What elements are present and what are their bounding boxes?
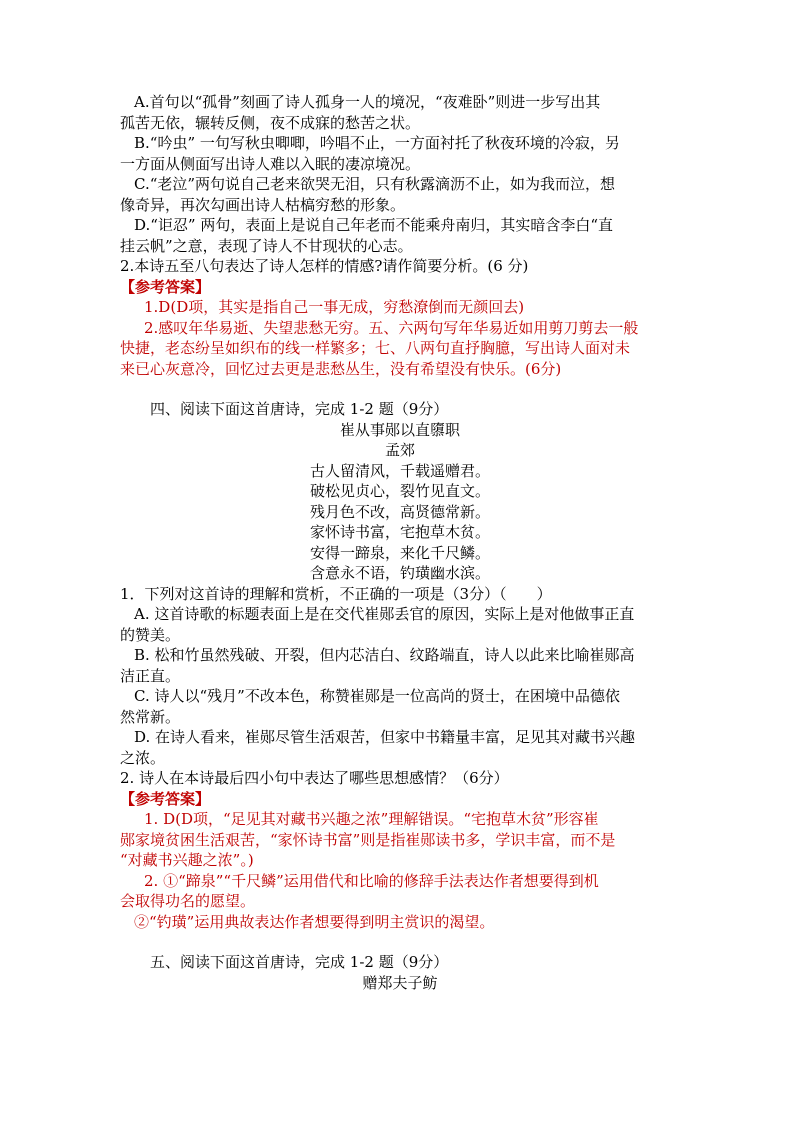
part4-answer-label: 【参考答案】 [120,789,211,808]
poem-line: 古人留清风，千载遥赠君。 [309,461,490,480]
part4-answer-1-line2: 郧家境贫困生活艰苦，“家怀诗书富”则是指崔郧读书多，学识丰富，而不是 [120,830,616,849]
part3-option-a-line2: 孤苦无依，辗转反侧，夜不成寐的愁苦之状。 [120,113,421,132]
part3-option-c-line2: 像奇异，再次勾画出诗人枯槁穷愁的形象。 [120,195,406,214]
part4-poem-title: 崔从事郧以直隳职 [339,420,460,439]
part3-answer-label: 【参考答案】 [120,277,211,296]
part4-answer-1-line3: “对藏书兴趣之浓”。) [120,851,254,869]
part4-option-b-line2: 洁正直。 [120,666,181,685]
part4-question-1: 1．下列对这首诗的理解和赏析，不正确的一项是（3分）（ ） [120,584,552,603]
part4-question-2: 2. 诗人在本诗最后四小句中表达了哪些思想感情？（6分） [120,769,509,787]
part3-option-d-line1: D.“讵忍” 两句，表面上是说自己年老而不能乘舟南归，其实暗含李白“直 [134,216,614,234]
section-spacer [120,379,680,399]
part3-question-2: 2.本诗五至八句表达了诗人怎样的情感?请作简要分析。(6 分) [120,257,529,275]
part4-option-c-line2: 然常新。 [120,707,181,726]
part4-option-d-line1: D. 在诗人看来，崔郧尽管生活艰苦，但家中书籍量丰富，足见其对藏书兴趣 [134,728,636,746]
part4-poem-author: 孟郊 [384,441,415,459]
part4-option-b-line1: B. 松和竹虽然残破、开裂，但内芯洁白、纹路端直，诗人以此来比喻崔郧高 [134,646,635,664]
poem-line: 家怀诗书富，宅抱草木贫。 [309,523,490,541]
section-spacer [120,932,680,952]
part3-answer-2-line3: 来已心灰意冷，回忆过去更是悲愁丛生，没有希望没有快乐。(6分) [120,359,562,378]
part4-option-a-line2: 的赞美。 [120,625,181,644]
poem-line: 含意永不语，钓璜幽水滨。 [309,564,490,582]
part3-answer-2-line1: 2.感叹年华易逝、失望悲愁无穷。五、六两句写年华易近如用剪刀剪去一般 [144,318,639,337]
part4-option-c-line1: C. 诗人以“残月”不改本色，称赞崔郧是一位高尚的贤士，在困境中品德依 [134,687,620,705]
poem-line: 破松见贞心，裂竹见直文。 [309,482,490,500]
part3-option-b-line1: B.“吟虫” 一句写秋虫唧唧，吟唱不止，一方面衬托了秋夜环境的冷寂，另 [134,134,620,152]
part4-answer-2-line1: 2. ①“蹄泉”“千尺鳞”运用借代和比喻的修辞手法表达作者想要得到机 [144,871,599,890]
part3-option-b-line2: 一方面从侧面写出诗人难以入眠的凄凉境况。 [120,154,421,173]
part3-answer-2-line2: 快捷，老态纷呈如织布的线一样繁多；七、八两句直抒胸臆，写出诗人面对未 [120,339,631,357]
document-page [120,92,680,993]
poem-line: 安得一蹄泉，来化千尺鳞。 [309,543,490,562]
part4-option-a-line1: A. 这首诗歌的标题表面上是在交代崔郧丢官的原因，实际上是对他做事正直 [134,605,635,623]
poem-line: 残月色不改，高贤德常新。 [309,502,490,521]
part3-option-a-line1: A.首句以“孤骨”刻画了诗人孤身一人的境况，“夜难卧”则进一步写出其 [134,93,601,111]
part4-option-d-line2: 之浓。 [120,748,166,767]
part4-answer-2-line2: 会取得功名的愿望。 [120,892,256,910]
part3-answer-1: 1.D(D项，其实是指自己一事无成，穷愁潦倒而无颜回去) [144,298,525,316]
part4-answer-2-line3: ②“钓璜”运用典故表达作者想要得到明主赏识的渴望。 [134,912,495,931]
part3-option-d-line2: 挂云帆”之意，表现了诗人不甘现状的心志。 [120,236,413,255]
part5-heading: 五、阅读下面这首唐诗，完成 1-2 题（9分） [150,953,449,971]
part4-answer-1-line1: 1. D(D项，“足见其对藏书兴趣之浓”理解错误。“宅抱草木贫”形容崔 [144,810,599,828]
part5-poem-title: 赠郑夫子鲂 [362,973,438,992]
part3-option-c-line1: C.“老泣”两句说自己老来欲哭无泪，只有秋露滴沥不止，如为我而泣，想 [134,175,616,193]
part4-heading: 四、阅读下面这首唐诗，完成 1-2 题（9分） [150,400,449,418]
